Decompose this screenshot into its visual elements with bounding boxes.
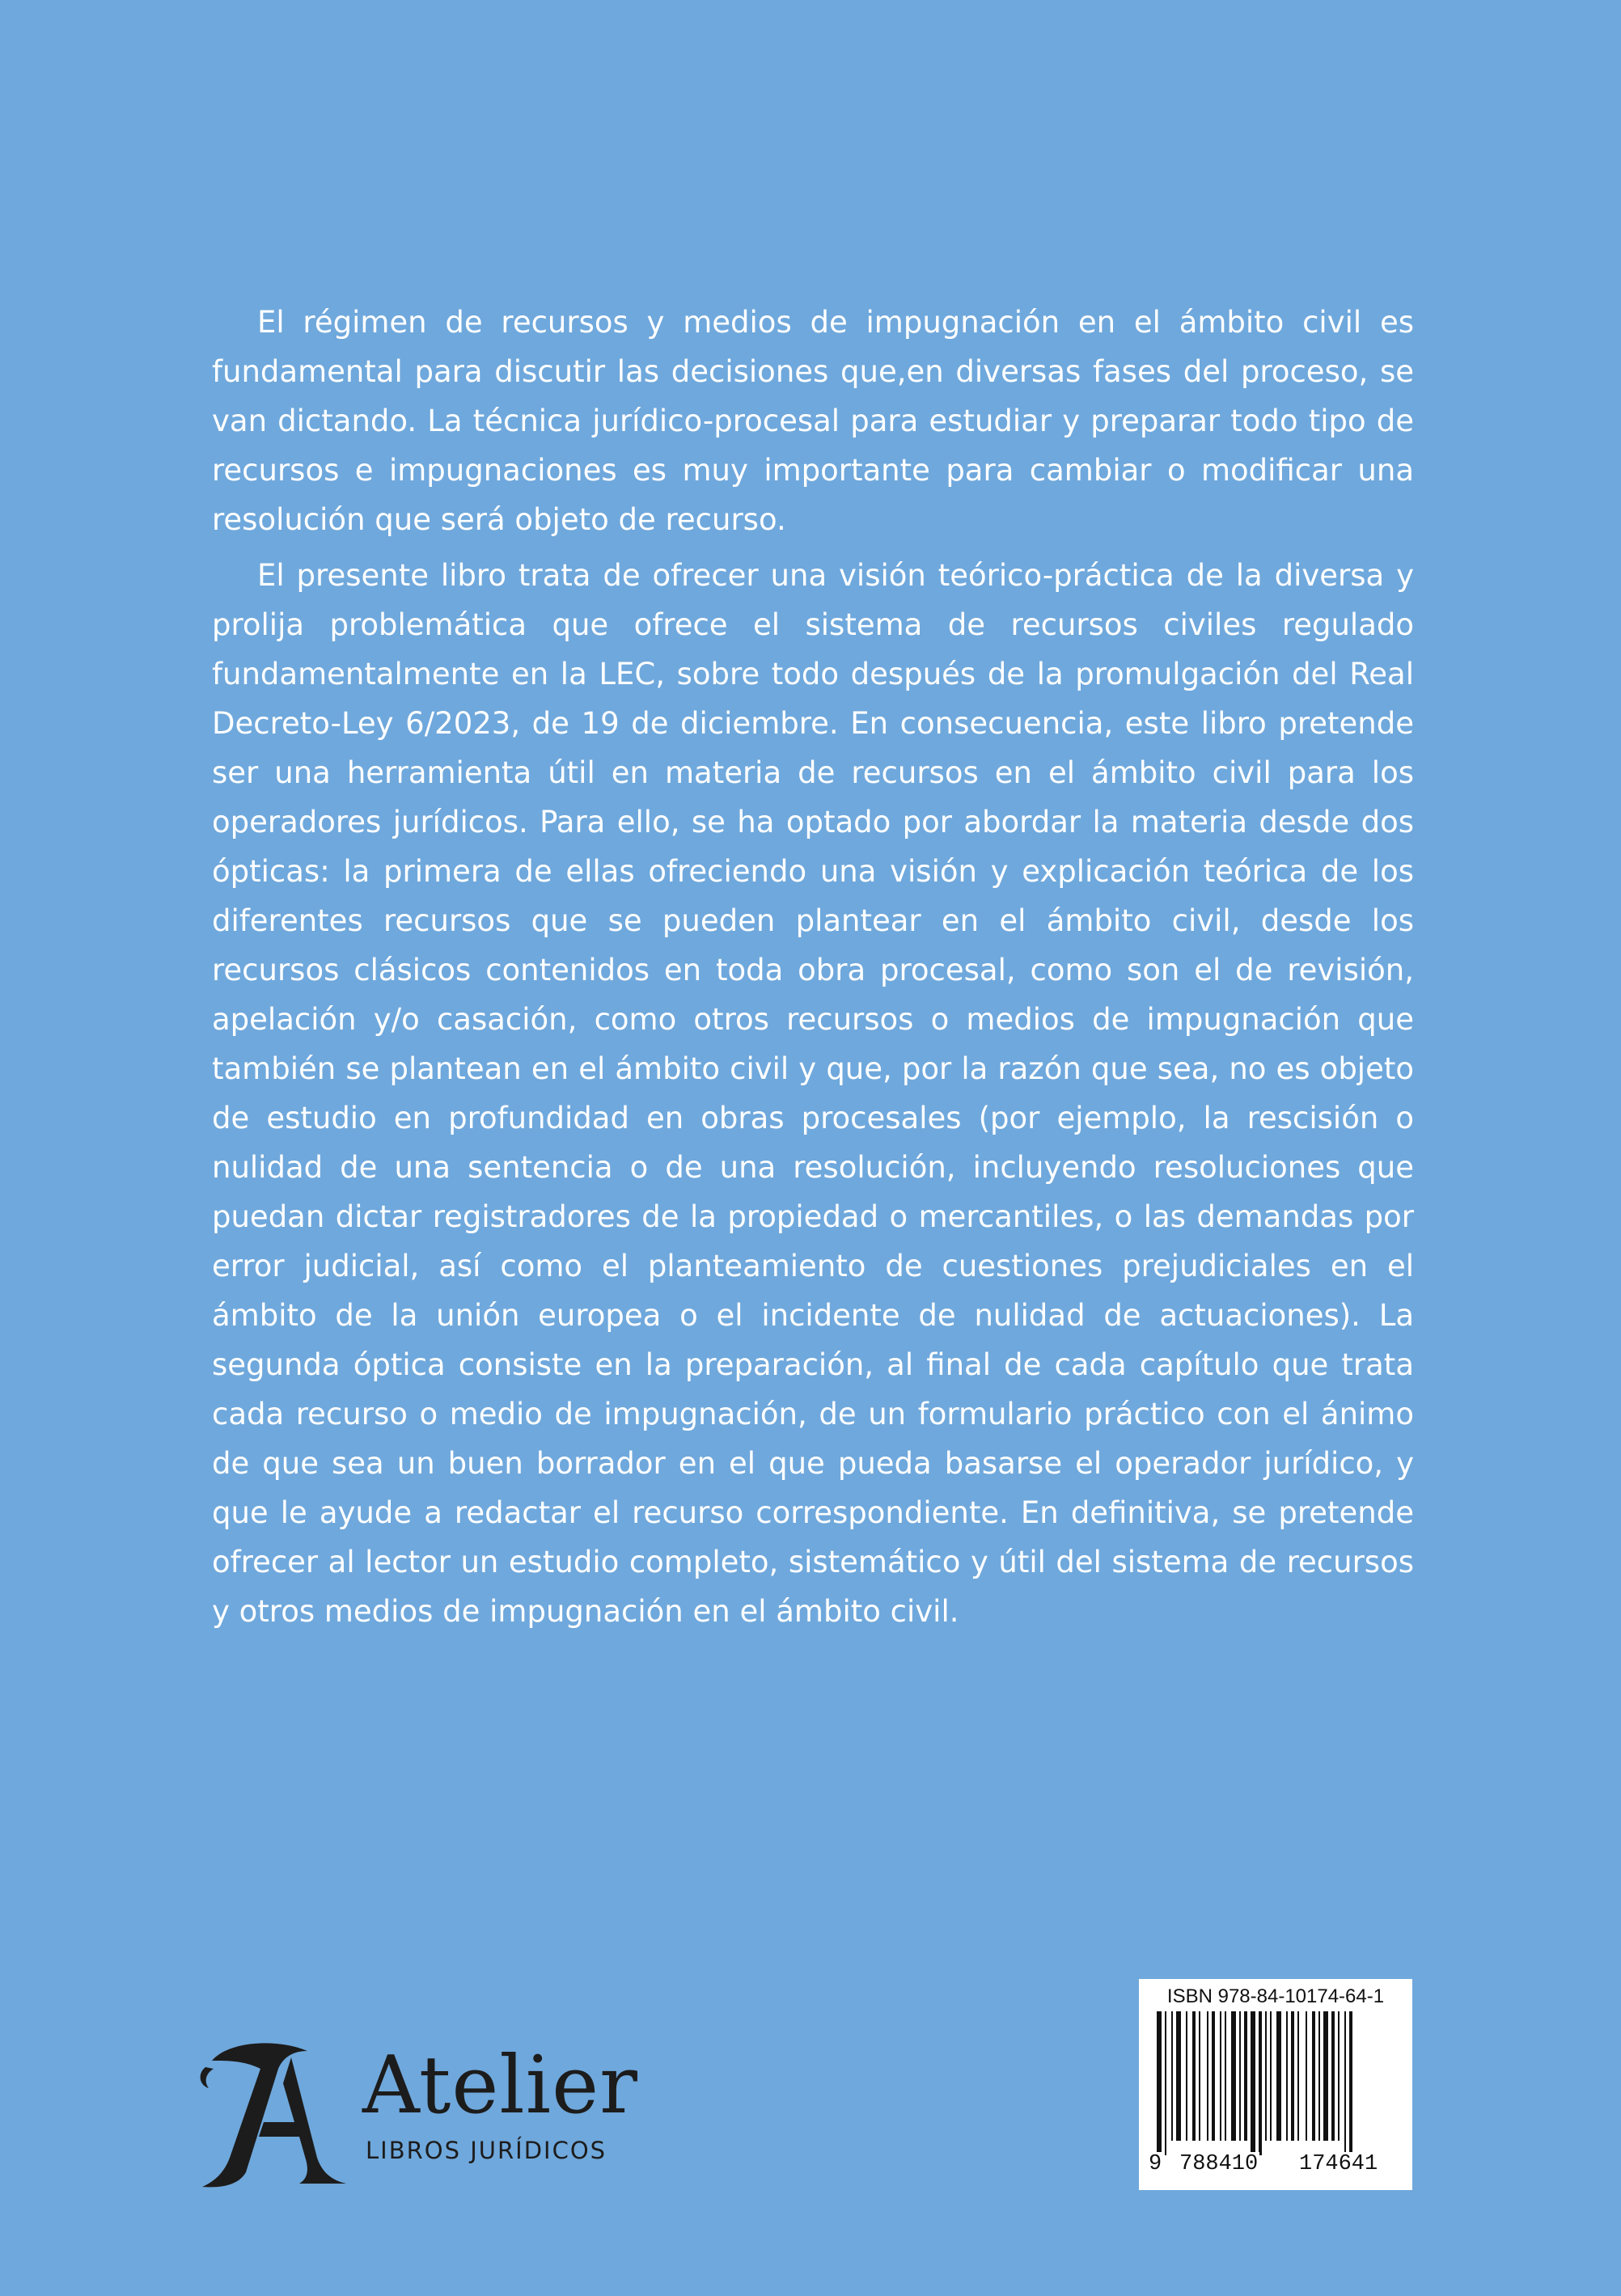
barcode-digit-first: 9	[1149, 2152, 1162, 2176]
barcode-bar	[1207, 2011, 1208, 2141]
barcode-bar	[1157, 2011, 1162, 2155]
publisher-tagline: LIBROS JURÍDICOS	[366, 2137, 607, 2164]
isbn-label: ISBN 978-84-10174-64-1	[1166, 1985, 1385, 2007]
barcode-bar	[1212, 2011, 1215, 2141]
publisher-logo	[196, 2036, 638, 2198]
blurb-paragraph: El régimen de recursos y medios de impugnación en el ámbito civil es fundamental para discutir las decisiones que,en diversas fases del proceso, se van dictando. La técnica jurídico-procesal para estudiar y preparar todo tipo de recursos e impugnaciones es muy importante para cambiar o modificar una resolución que será objeto de recurso.	[212, 305, 1414, 537]
publisher-name: Atelier	[362, 2040, 638, 2132]
barcode-bar	[1338, 2011, 1340, 2141]
barcode-bar	[1199, 2011, 1200, 2141]
barcode-bar	[1225, 2011, 1226, 2141]
barcode-bar	[1265, 2011, 1267, 2141]
barcode-digit-group-right: 174641	[1299, 2152, 1378, 2176]
barcode-bar	[1259, 2011, 1262, 2155]
barcode-bar	[1231, 2011, 1236, 2141]
barcode-digit-group-left: 788410	[1179, 2152, 1259, 2176]
barcode-bars	[1150, 2011, 1401, 2163]
isbn-barcode	[1139, 1979, 1412, 2190]
barcode-bar	[1244, 2011, 1247, 2141]
barcode-bar	[1349, 2011, 1352, 2155]
barcode-bar	[1323, 2011, 1328, 2141]
barcode-bar	[1312, 2011, 1315, 2141]
barcode-bar	[1331, 2011, 1335, 2141]
barcode-bar	[1176, 2011, 1181, 2141]
barcode-bar	[1192, 2011, 1196, 2141]
barcode-bar	[1220, 2011, 1221, 2141]
blurb-paragraph: El presente libro trata de ofrecer una visión teórico-práctica de la diversa y prolija problemática que ofrece el sistema de recursos civiles regulado fundamentalmente en la LEC, sobre todo después de la promulgación del Real Decreto-Ley 6/2023, de 19 de diciembre. En consecuencia, este libro pretende ser una herramienta útil en materia de recursos en el ámbito civil para los operadores jurídicos. Para ello, se ha optado por abordar la materia desde dos ópticas: la primera de ellas ofreciendo una visión y explicación teórica de los diferentes recursos que se pueden plantear en el ámbito civil, desde los recursos clásicos contenidos en toda obra procesal, como son el de revisión, apelación y/o casación, como otros recursos o medios de impugnación que también se plantean en el ámbito civil y que, por la razón que sea, no es objeto de estudio en profundidad en obras procesales (por ejemplo, la rescisión o nulidad de una sentencia o de una resolución, incluyendo resoluciones que puedan dictar registradores de la propiedad o mercantiles, o las demandas por error judicial, así como el planteamiento de cuestiones prejudiciales en el ámbito de la unión europea o el incidente de nulidad de actuaciones). La segunda óptica consiste en la preparación, al final de cada capítulo que trata cada recurso o medio de impugnación, de un formulario práctico con el ánimo de que sea un buen borrador en el que pueda basarse el operador jurídico, y que le ayude a redactar el recurso correspondiente. En definitiva, se pretende ofrecer al lector un estudio completo, sistemático y útil del sistema de recursos y otros medios de impugnación en el ámbito civil.	[212, 558, 1414, 1629]
barcode-bar	[1186, 2011, 1187, 2141]
barcode-bar	[1276, 2011, 1281, 2141]
barcode-bar	[1306, 2011, 1307, 2141]
barcode-bar	[1297, 2011, 1299, 2141]
barcode-bar	[1286, 2011, 1288, 2141]
atelier-a-monogram-icon	[196, 2036, 358, 2198]
barcode-bar	[1171, 2011, 1173, 2141]
barcode-bar	[1291, 2011, 1294, 2141]
barcode-bar	[1239, 2011, 1241, 2141]
barcode-bar	[1344, 2011, 1346, 2155]
barcode-bar	[1251, 2011, 1255, 2155]
back-cover-blurb	[212, 298, 1414, 1643]
barcode-bar	[1165, 2011, 1166, 2155]
barcode-bar	[1318, 2011, 1320, 2141]
barcode-bar	[1270, 2011, 1272, 2141]
